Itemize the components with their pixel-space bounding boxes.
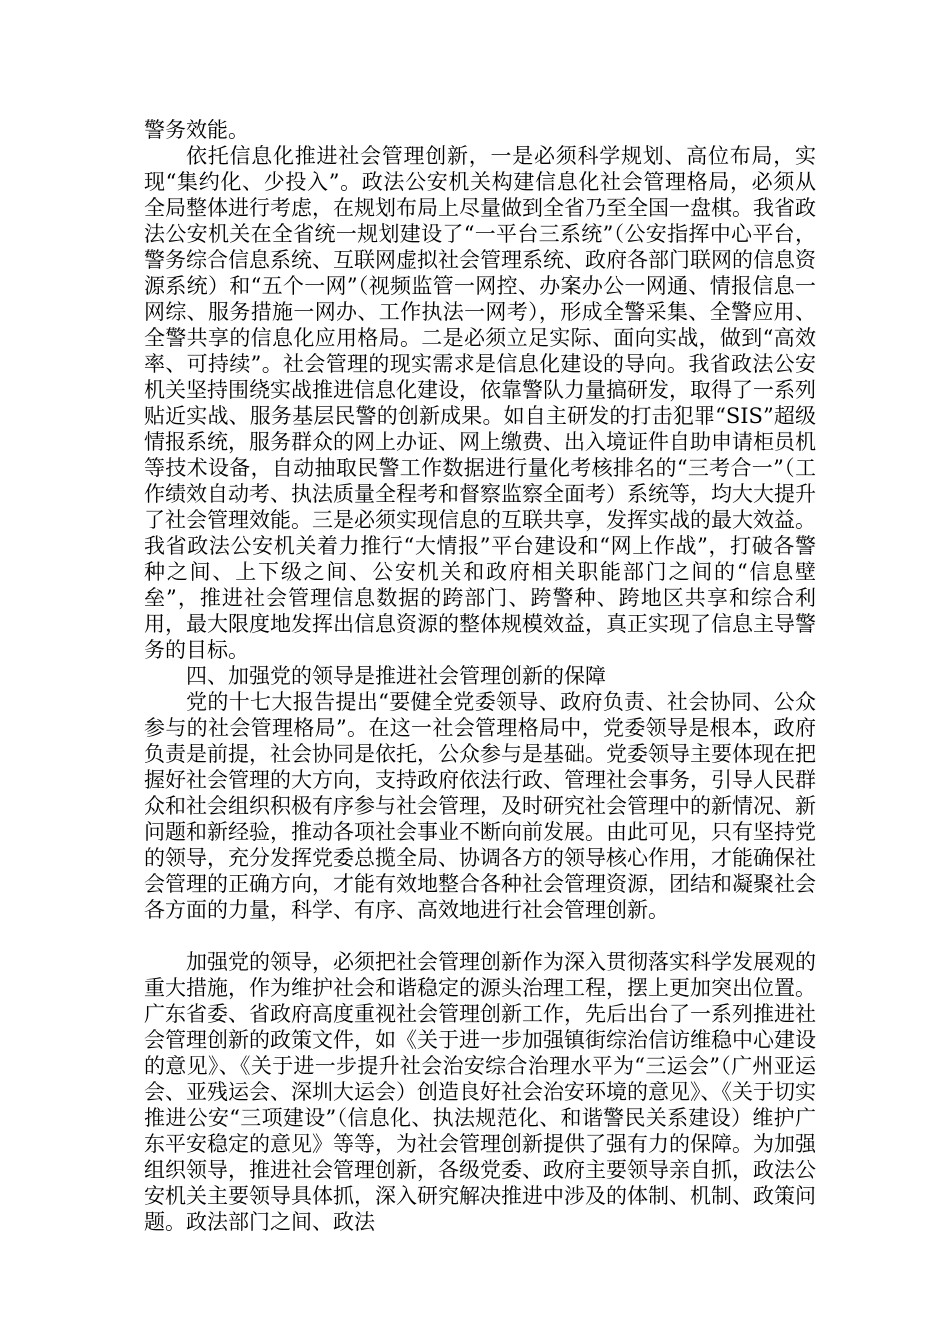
document-page <box>144 117 816 1235</box>
paragraph-informatization: 依托信息化推进社会管理创新，一是必须科学规划、高位布局，实现“集约化、少投入”。政法公安机关构建信息化社会管理格局，必须从全局整体进行考虑，在规划布局上尽量做到全省乃至全国一盘棋。我省政法公安机关在全省统一规划建设了“一平台三系统”（公安指挥中心平台，警务综合信息系统、互联网虚拟社会管理系统、政府各部门联网的信息资源系统）和“五个一网”（视频监管一网控、办案办公一网通、情报信息一网综、服务措施一网办、工作执法一网考），形成全警采集、全警应用、全警共享的信息化应用格局。二是必须立足实际、面向实战，做到“高效率、可持续”。社会管理的现实需求是信息化建设的导向。我省政法公安机关坚持围绕实战推进信息化建设，依靠警队力量搞研发，取得了一系列贴近实战、服务基层民警的创新成果。如自主研发的打击犯罪“SIS”超级情报系统，服务群众的网上办证、网上缴费、出入境证件自助申请柜员机等技术设备，自动抽取民警工作数据进行量化考核排名的“三考合一”（工作绩效自动考、执法质量全程考和督察监察全面考）系统等，均大大提升了社会管理效能。三是必须实现信息的互联共享，发挥实战的最大效益。我省政法公安机关着力推行“大情报”平台建设和“网上作战”，打破各警种之间、上下级之间、公安机关和政府相关职能部门之间的“信息壁垒”，推进社会管理信息数据的跨部门、跨警种、跨地区共享和综合利用，最大限度地发挥出信息资源的整体规模效益，真正实现了信息主导警务的目标。 <box>144 144 816 662</box>
paragraph-continuation: 警务效能。 <box>144 118 249 142</box>
paragraph-strengthen-leadership: 加强党的领导，必须把社会管理创新作为深入贯彻落实科学发展观的重大措施，作为维护社会和谐稳定的源头治理工程，摆上更加突出位置。广东省委、省政府高度重视社会管理创新工作，先后出台了一系列推进社会管理创新的政策文件，如《关于进一步加强镇街综治信访维稳中心建设的意见》、《关于进一步提升社会治安综合治理水平为“三运会”（广州亚运会、亚残运会、深圳大运会）创造良好社会治安环境的意见》、《关于切实推进公安“三项建设”（信息化、执法规范化、和谐警民关系建设）维护广东平安稳定的意见》等等，为社会管理创新提供了强有力的保障。为加强组织领导，推进社会管理创新，各级党委、政府主要领导亲自抓，政法公安机关主要领导具体抓，深入研究解决推进中涉及的体制、机制、政策问题。政法部门之间、政法 <box>144 950 816 1234</box>
section-heading-party-leadership: 四、加强党的领导是推进社会管理创新的保障 <box>186 664 606 688</box>
paragraph-spacer <box>144 923 816 949</box>
paragraph-seventeenth-congress: 党的十七大报告提出“要健全党委领导、政府负责、社会协同、公众参与的社会管理格局”。在这一社会管理格局中，党委领导是根本，政府负责是前提，社会协同是依托，公众参与是基础。党委领导主要体现在把握好社会管理的大方向，支持政府依法行政、管理社会事务，引导人民群众和社会组织积极有序参与社会管理，及时研究社会管理中的新情况、新问题和新经验，推动各项社会事业不断向前发展。由此可见，只有坚持党的领导，充分发挥党委总揽全局、协调各方的领导核心作用，才能确保社会管理的正确方向，才能有效地整合各种社会管理资源，团结和凝聚社会各方面的力量，科学、有序、高效地进行社会管理创新。 <box>144 690 816 922</box>
